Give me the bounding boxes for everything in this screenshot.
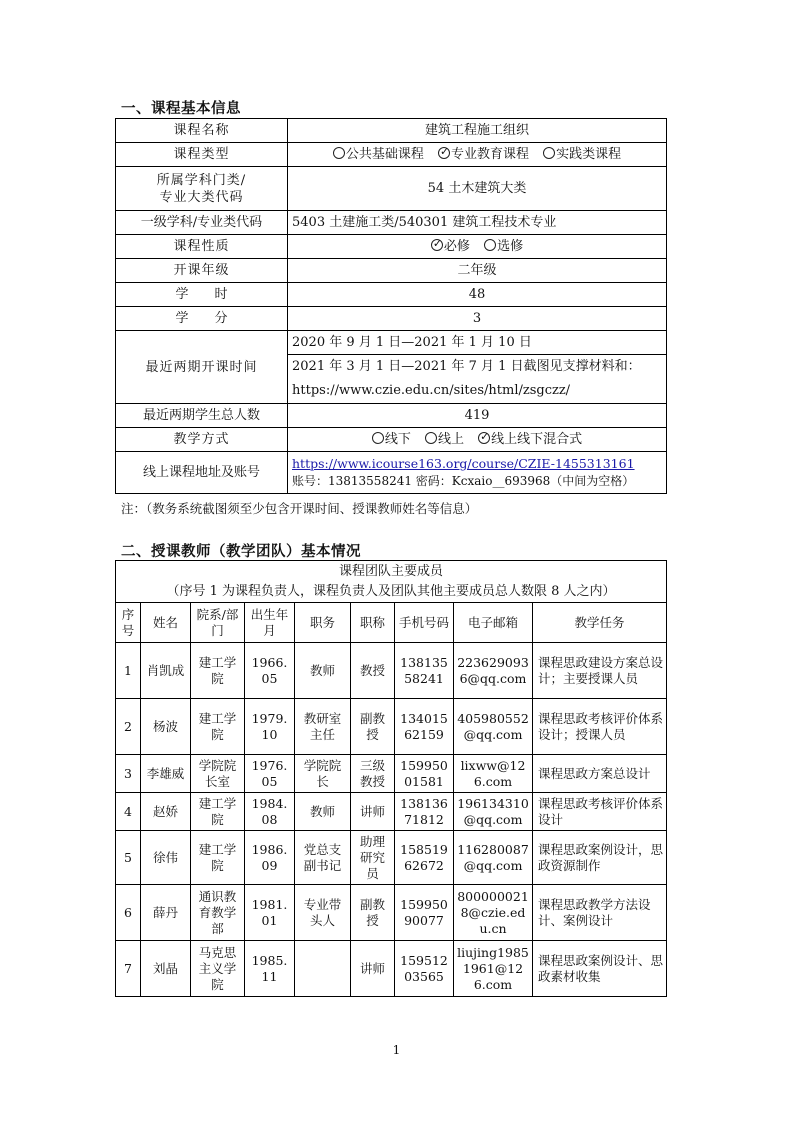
- member-name: 徐伟: [141, 831, 191, 885]
- member-duty: 教师: [295, 643, 351, 699]
- radio-icon: [333, 147, 345, 159]
- member-dept: 学院院长室: [191, 755, 245, 793]
- member-birth: 1986.09: [245, 831, 295, 885]
- course-info-table: [115, 118, 667, 494]
- member-name: 肖凯成: [141, 643, 191, 699]
- member-dept: 建工学院: [191, 643, 245, 699]
- team-header-row: [116, 603, 667, 643]
- header-duty: 职务: [295, 603, 351, 643]
- radio-checked-icon: [438, 147, 450, 159]
- course-type-options: [288, 143, 667, 167]
- nature-option-required[interactable]: ✓ 必修: [431, 239, 470, 254]
- member-task: 课程思政案例设计，思政资源制作: [533, 831, 667, 885]
- member-birth: 1966.05: [245, 643, 295, 699]
- radio-icon: [425, 432, 437, 444]
- member-phone: 15851962672: [395, 831, 454, 885]
- member-title: 教授: [351, 643, 395, 699]
- member-duty: 教师: [295, 793, 351, 831]
- header-birth: 出生年月: [245, 603, 295, 643]
- radio-icon: [484, 239, 496, 251]
- member-duty: [295, 941, 351, 997]
- page-number: 1: [392, 1043, 401, 1057]
- nature-label: 课程性质: [116, 235, 288, 259]
- member-email: liujing19851961@126.com: [454, 941, 533, 997]
- member-title: 副教授: [351, 699, 395, 755]
- member-phone: 13813671812: [395, 793, 454, 831]
- subject-value: 5403 土建施工类/540301 建筑工程技术专业: [288, 211, 667, 235]
- discipline-value: 54 土木建筑大类: [288, 167, 667, 211]
- radio-checked-icon: [431, 239, 443, 251]
- recent-time-label: 最近两期开课时间: [116, 331, 288, 404]
- member-duty: 学院院长: [295, 755, 351, 793]
- teaching-mode-option-blended[interactable]: ✓ 线上线下混合式: [478, 432, 582, 447]
- member-email: lixww@126.com: [454, 755, 533, 793]
- member-email: 196134310@qq.com: [454, 793, 533, 831]
- member-dept: 建工学院: [191, 793, 245, 831]
- teaching-mode-option-offline[interactable]: 线下: [372, 432, 411, 447]
- member-title: 助理研究员: [351, 831, 395, 885]
- table-row: [116, 793, 667, 831]
- table-row: [116, 699, 667, 755]
- member-name: 杨波: [141, 699, 191, 755]
- member-no: 7: [116, 941, 141, 997]
- course-name-label: 课程名称: [116, 119, 288, 143]
- member-no: 3: [116, 755, 141, 793]
- course-type-label: 课程类型: [116, 143, 288, 167]
- member-dept: 建工学院: [191, 699, 245, 755]
- credit-value: 3: [288, 307, 667, 331]
- header-no: 序号: [116, 603, 141, 643]
- member-phone: 15951203565: [395, 941, 454, 997]
- member-phone: 13401562159: [395, 699, 454, 755]
- table-row: [116, 643, 667, 699]
- member-no: 4: [116, 793, 141, 831]
- member-title: 副教授: [351, 885, 395, 941]
- member-name: 刘晶: [141, 941, 191, 997]
- member-name: 李雄威: [141, 755, 191, 793]
- member-name: 薛丹: [141, 885, 191, 941]
- member-phone: 13813558241: [395, 643, 454, 699]
- member-no: 6: [116, 885, 141, 941]
- member-phone: 15995090077: [395, 885, 454, 941]
- member-dept: 通识教育教学部: [191, 885, 245, 941]
- header-email: 电子邮箱: [454, 603, 533, 643]
- member-duty: 教研室主任: [295, 699, 351, 755]
- header-dept: 院系/部门: [191, 603, 245, 643]
- credit-label: 学 分: [116, 307, 288, 331]
- header-title: 职称: [351, 603, 395, 643]
- students-value: 419: [288, 404, 667, 428]
- team-subtitle: （序号 1 为课程负责人，课程负责人及团队其他主要成员总人数限 8 人之内）: [116, 583, 667, 603]
- table-row: [116, 885, 667, 941]
- subject-label: 一级学科/专业类代码: [116, 211, 288, 235]
- hours-value: 48: [288, 283, 667, 307]
- online-course-link[interactable]: https://www.icourse163.org/course/CZIE-1455313161: [292, 456, 635, 471]
- radio-icon: [372, 432, 384, 444]
- member-title: 讲师: [351, 941, 395, 997]
- online-label: 线上课程地址及账号: [116, 452, 288, 494]
- grade-value: 二年级: [288, 259, 667, 283]
- member-title: 讲师: [351, 793, 395, 831]
- discipline-label: 所属学科门类/ 专业大类代码: [116, 167, 288, 211]
- note-text: 注：（教务系统截图须至少包含开课时间、授课教师姓名等信息）: [121, 501, 478, 516]
- member-birth: 1976.05: [245, 755, 295, 793]
- hours-label: 学 时: [116, 283, 288, 307]
- section-1-title: 一、课程基本信息: [121, 101, 241, 117]
- member-email: 2236290936@qq.com: [454, 643, 533, 699]
- online-account: 账号：13813558241 密码：Kcxaio__693968（中间为空格）: [292, 474, 635, 488]
- team-title: 课程团队主要成员: [116, 561, 667, 583]
- member-birth: 1985.11: [245, 941, 295, 997]
- member-birth: 1984.08: [245, 793, 295, 831]
- member-task: 课程思政考核评价体系设计: [533, 793, 667, 831]
- member-dept: 建工学院: [191, 831, 245, 885]
- course-name-value: 建筑工程施工组织: [288, 119, 667, 143]
- header-task: 教学任务: [533, 603, 667, 643]
- course-type-option-public[interactable]: 公共基础课程: [333, 147, 424, 162]
- member-email: 8000000218@czie.edu.cn: [454, 885, 533, 941]
- member-task: 课程思政建设方案总设计；主要授课人员: [533, 643, 667, 699]
- member-email: 116280087@qq.com: [454, 831, 533, 885]
- member-phone: 15995001581: [395, 755, 454, 793]
- course-type-option-professional[interactable]: ✓ 专业教育课程: [438, 147, 529, 162]
- nature-option-elective[interactable]: 选修: [484, 239, 523, 254]
- member-no: 5: [116, 831, 141, 885]
- member-email: 405980552@qq.com: [454, 699, 533, 755]
- member-task: 课程思政考核评价体系设计；授课人员: [533, 699, 667, 755]
- students-label: 最近两期学生总人数: [116, 404, 288, 428]
- header-name: 姓名: [141, 603, 191, 643]
- member-task: 课程思政方案总设计: [533, 755, 667, 793]
- radio-icon: [543, 147, 555, 159]
- radio-checked-icon: [478, 432, 490, 444]
- member-task: 课程思政案例设计、思政素材收集: [533, 941, 667, 997]
- teaching-mode-options: [288, 428, 667, 452]
- teaching-mode-option-online[interactable]: 线上: [425, 432, 464, 447]
- grade-label: 开课年级: [116, 259, 288, 283]
- course-type-option-practice[interactable]: 实践类课程: [543, 147, 621, 162]
- teaching-mode-label: 教学方式: [116, 428, 288, 452]
- member-duty: 专业带头人: [295, 885, 351, 941]
- member-no: 1: [116, 643, 141, 699]
- member-dept: 马克思主义学院: [191, 941, 245, 997]
- member-title: 三级教授: [351, 755, 395, 793]
- member-name: 赵娇: [141, 793, 191, 831]
- table-row: [116, 941, 667, 997]
- member-no: 2: [116, 699, 141, 755]
- recent-time-value: 2020 年 9 月 1 日—2021 年 1 月 10 日 2021 年 3 月 1 日—2021 年 7 月 1 日截图见支撑材料和： https://www.czie.edu.cn/sites/html/zsgczz/: [288, 331, 667, 404]
- member-duty: 党总支副书记: [295, 831, 351, 885]
- table-row: [116, 755, 667, 793]
- member-birth: 1979.10: [245, 699, 295, 755]
- header-phone: 手机号码: [395, 603, 454, 643]
- online-value: [288, 452, 667, 494]
- section-2-title: 二、授课教师（教学团队）基本情况: [121, 544, 361, 560]
- member-birth: 1981.01: [245, 885, 295, 941]
- team-table: [115, 560, 667, 997]
- member-task: 课程思政教学方法设计、案例设计: [533, 885, 667, 941]
- table-row: [116, 831, 667, 885]
- nature-options: [288, 235, 667, 259]
